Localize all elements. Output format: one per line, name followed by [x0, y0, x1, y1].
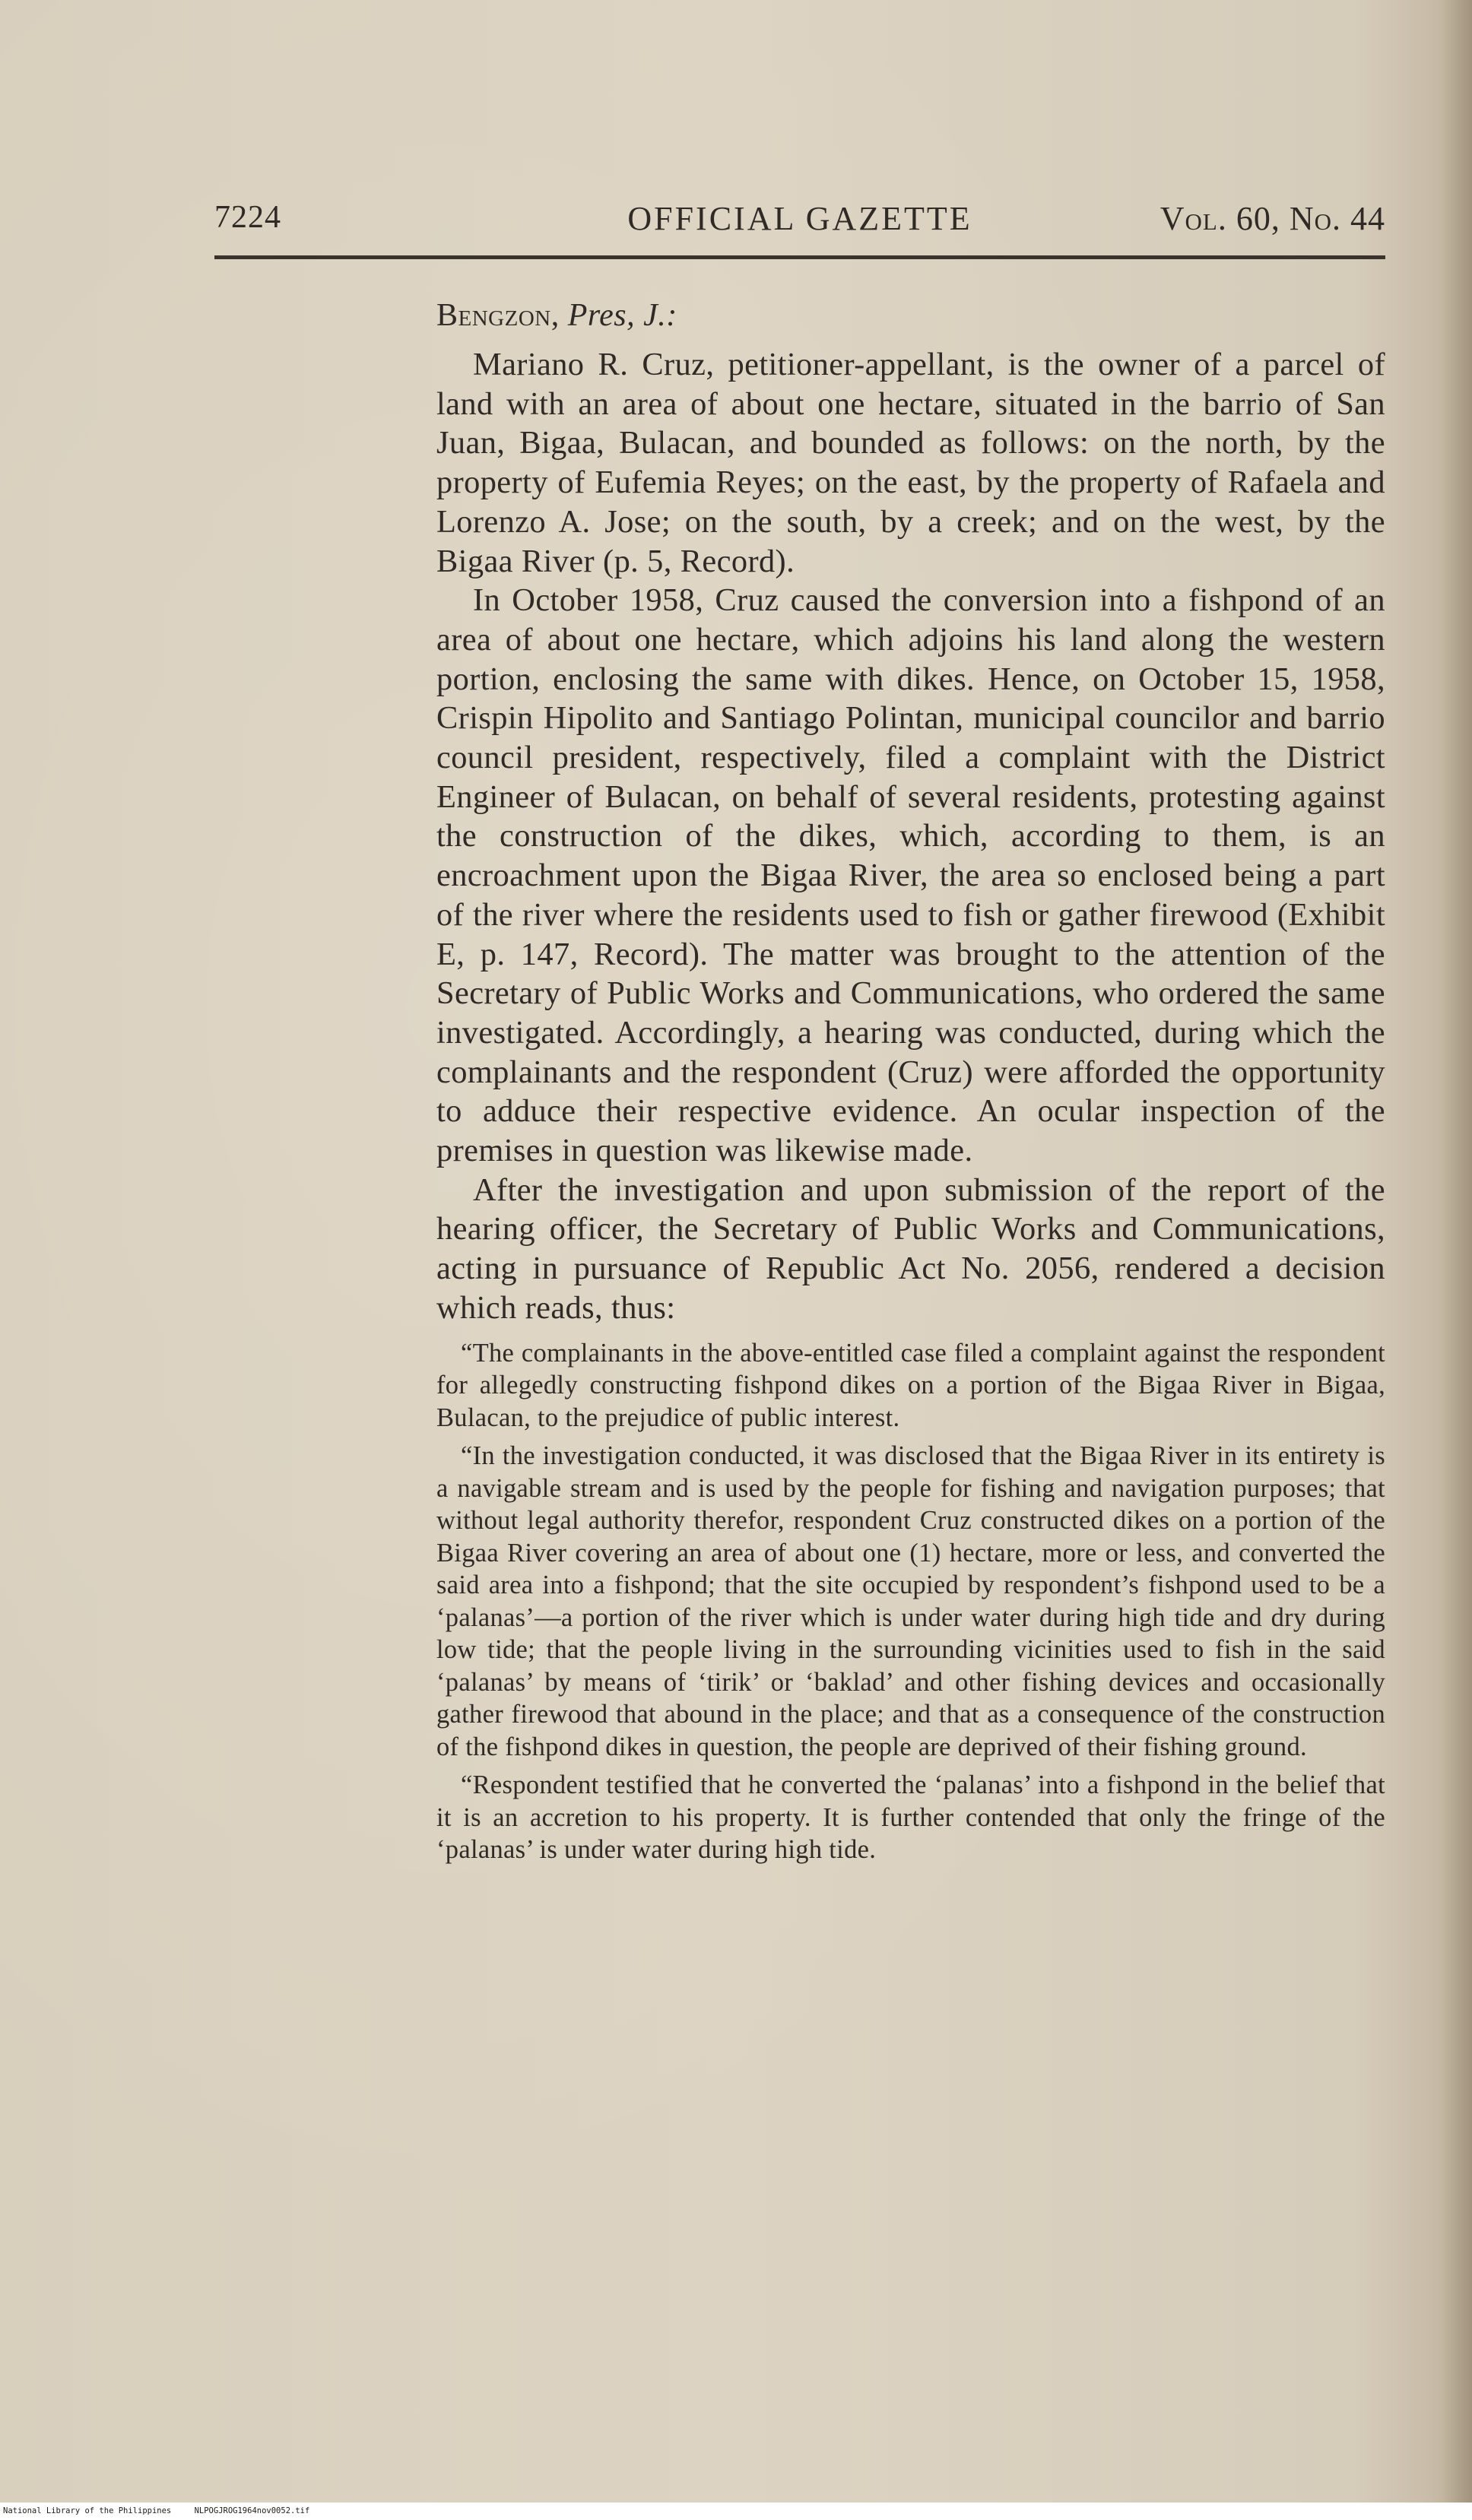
paragraph: In October 1958, Cruz caused the conversion into a fishpond of an area of about one hectare, which adjoins his land along the western portion, enclosing the same with dikes. Hence, on October 15, 1958, Crispin Hipolito and Santiago Polintan, municipal councilor and barrio council president, respectively, filed a complaint with the District Engineer of Bulacan, on behalf of several residents, protesting against the construction of the dikes, which, according to them, is an encroachment upon the Bigaa River, the area so enclosed being a part of the river where the residents used to fish or gather firewood (Exhibit E, p. 147, Record). The matter was brought to the attention of the Secretary of Public Works and Communications, who ordered the same investigated. Accordingly, a hearing was conducted, during which the complainants and the respondent (Cruz) were afforded the opportunity to adduce their respective evidence. An ocular inspection of the premises in question was likewise made. [436, 582, 1385, 1169]
byline [436, 296, 1385, 334]
file-name: NLPOGJROG1964nov0052.tif [194, 2506, 310, 2515]
quote-paragraph: “Respondent testified that he converted the ‘palanas’ into a fishpond in the belief that it is an accretion to his property. It is further contended that only the fringe of the ‘palanas’ is under water during high tide. [436, 1770, 1385, 1865]
scan-footer [3, 2506, 309, 2515]
quoted-decision [436, 1337, 1385, 1866]
page-number: 7224 [214, 200, 281, 235]
volume-number: Vol. 60, No. 44 [1160, 200, 1385, 237]
justice-title: Pres, J.: [567, 298, 677, 333]
library-name: National Library of the Philippines [3, 2506, 172, 2515]
quote-paragraph: “In the investigation conducted, it was disclosed that the Bigaa River in its entirety is a navigable stream and is used by the people for fishing and navigation purposes; that without legal authority therefor, respondent Cruz constructed dikes on a portion of the Bigaa River covering an area of about one (1) hectare, more or less, and converted the said area into a fishpond; that the site occupied by respondent’s fishpond used to be a ‘palanas’—a portion of the river which is under water during high tide and dry during low tide; that the people living in the surrounding vicinities used to fish in the said ‘palanas’ by means of ‘tirik’ or ‘baklad’ and other fishing devices and occasionally gather firewood that abound in the place; and that as a consequence of the construction of the fishpond dikes in question, the people are deprived of their fishing ground. [436, 1441, 1385, 1761]
paragraph: After the investigation and upon submission of the report of the hearing officer, the Secretary of Public Works and Communications, acting in pursuance of Republic Act No. 2056, rendered a decision which reads, thus: [436, 1171, 1385, 1326]
justice-name: Bengzon, [436, 298, 560, 333]
article-body [436, 296, 1385, 1872]
journal-title: OFFICIAL GAZETTE [627, 200, 972, 237]
running-header [214, 199, 1385, 245]
page-edge-shadow [1442, 0, 1472, 2520]
quote-paragraph: “The complainants in the above-entitled case filed a complaint against the respondent for allegedly constructing fishpond dikes on a portion of the Bigaa River in Bigaa, Bulacan, to the prejudice of public interest. [436, 1338, 1385, 1432]
paragraph: Mariano R. Cruz, petitioner-appellant, is the owner of a parcel of land with an area of about one hectare, situated in the barrio of San Juan, Bigaa, Bulacan, and bounded as follows: on the north, by the property of Eufemia Reyes; on the east, by the property of Rafaela and Lorenzo A. Jose; on the south, by a creek; and on the west, by the Bigaa River (p. 5, Record). [436, 347, 1385, 579]
header-rule [214, 255, 1385, 259]
